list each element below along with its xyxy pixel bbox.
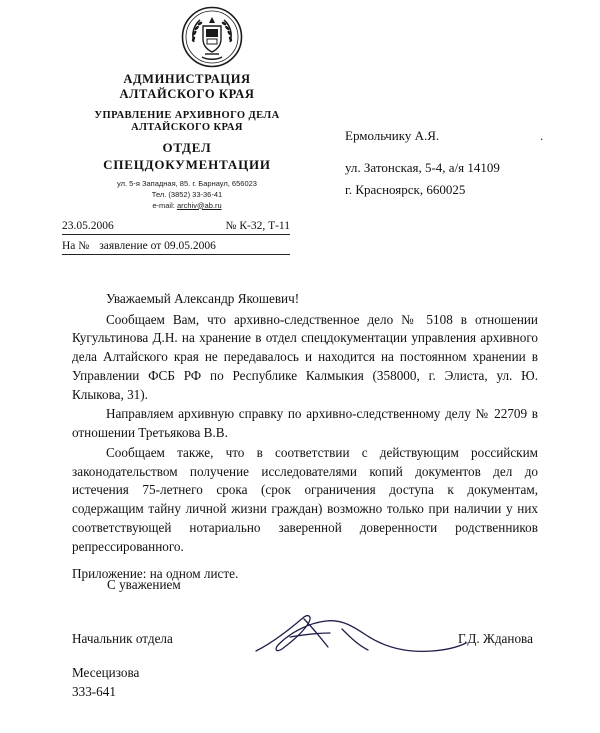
reference-reply-row xyxy=(62,240,290,255)
reference-reply-label: На № xyxy=(62,240,90,252)
executor-phone: 333-641 xyxy=(72,684,116,700)
executor-name: Месецизова xyxy=(72,665,140,680)
email-address[interactable]: archiv@ab.ru xyxy=(176,200,222,210)
letter-greeting: Уважаемый Александр Якошевич! xyxy=(106,291,300,306)
letter-appendix: Приложение: на одном листе. xyxy=(72,566,239,582)
reference-number-value: К-32, Т-11 xyxy=(239,220,290,232)
letter-paragraph-2: Направляем архивную справку по архивно-следственному делу № 22709 в отношении Третьякова В.В. xyxy=(72,406,538,441)
reference-date-number-row xyxy=(62,220,290,235)
coat-of-arms-icon xyxy=(181,6,243,68)
addressee-city: г. Красноярск, 660025 xyxy=(345,182,466,198)
handwritten-signature-icon xyxy=(246,607,476,669)
addressee-spacer xyxy=(345,148,580,158)
letter-paragraph-1: Сообщаем Вам, что архивно-следственное дело № 5108 в отношении Кугультинова Д.Н. на хранение в отдел спецдокументации управления архивного дела Алтайского края не передавалось и находится на постоянном хранении в Управлении ФСБ РФ по Республике Калмыкия (358000, г. Элиста, ул. Ю. Клыкова, 31). xyxy=(72,311,538,402)
reference-block xyxy=(62,220,297,255)
addressee-block xyxy=(345,126,580,202)
letter-closing: С уважением xyxy=(107,577,181,592)
executor-block xyxy=(72,663,139,701)
organization-administration: АДМИНИСТРАЦИЯ АЛТАЙСКОГО КРАЯ xyxy=(119,72,255,102)
email-label: e-mail: xyxy=(152,200,175,210)
margin-mark: . xyxy=(540,128,544,143)
letterhead-email xyxy=(42,201,332,212)
reference-number-label: № xyxy=(225,220,237,232)
addressee-name: Ермольчику А.Я. xyxy=(345,128,440,143)
signatory-title: Начальник отдела xyxy=(72,631,173,646)
organization-department: УПРАВЛЕНИЕ АРХИВНОГО ДЕЛА АЛТАЙСКОГО КРАЯ xyxy=(94,109,280,133)
letterhead-contacts xyxy=(42,179,332,212)
addressee-street: ул. Затонская, 5-4, а/я 14109 xyxy=(345,160,500,176)
letter-paragraph-3: Сообщаем также, что в соответствии с действующим российским законодательством получение исследователями копий документов дел до истечения 75-летнего срока (срок ограничения доступа к документам, содержащим тайну личной жизни граждан) возможно только при наличии у них соответствующей нотариально заверенной доверенности родственников репрессированного. xyxy=(72,444,538,554)
reference-date: 23.05.2006 xyxy=(62,220,114,232)
letterhead xyxy=(42,72,332,211)
letterhead-address: ул. 5-я Западная, 85. г. Барнаул, 656023 xyxy=(117,178,257,188)
letterhead-phone: Тел. (3852) 33-36-41 xyxy=(151,189,223,199)
reference-reply-value: заявление от 09.05.2006 xyxy=(99,240,216,252)
organization-division: ОТДЕЛ СПЕЦДОКУМЕНТАЦИИ xyxy=(103,139,271,172)
reference-number xyxy=(225,220,290,232)
letter-body xyxy=(72,290,538,585)
signatory-name: Г.Д. Жданова xyxy=(458,631,533,646)
